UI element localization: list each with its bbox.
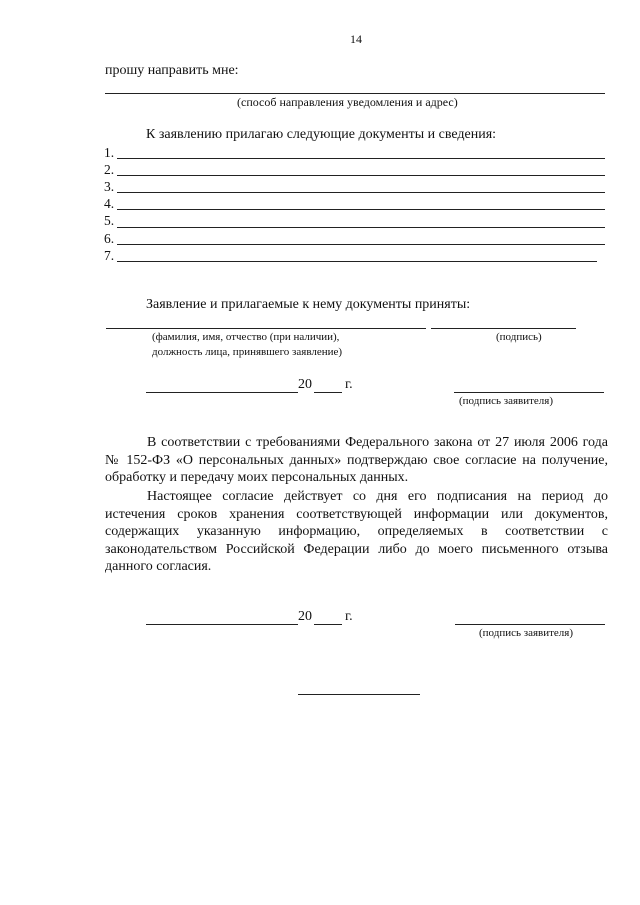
official-signature-caption: (подпись): [496, 331, 542, 343]
consent-paragraph-1: [105, 434, 608, 487]
acceptance-heading: Заявление и прилагаемые к нему документы приняты:: [146, 297, 471, 312]
page-number: 14: [350, 32, 362, 46]
attachment-line-7[interactable]: [117, 261, 597, 262]
date2-year-suffix: г.: [345, 609, 353, 624]
official-caption-line1: (фамилия, имя, отчество (при наличии),: [152, 331, 340, 343]
attachment-number-4: 4.: [104, 196, 115, 211]
official-caption-line2: должность лица, принявшего заявление): [152, 346, 343, 358]
attachment-number-2: 2.: [104, 162, 115, 177]
attachment-number-5: 5.: [104, 213, 115, 228]
date2-year-prefix: 20: [298, 609, 312, 624]
date1-day-month-line[interactable]: [146, 392, 298, 393]
consent-paragraph-2: [105, 488, 608, 576]
attachment-line-3[interactable]: [117, 192, 605, 193]
date2-applicant-signature-line[interactable]: [455, 624, 605, 625]
date1-year-prefix: 20: [298, 377, 312, 392]
attachment-number-1: 1.: [104, 145, 115, 160]
date2-year-line[interactable]: [314, 624, 342, 625]
date1-applicant-signature-line[interactable]: [454, 392, 604, 393]
attachment-number-6: 6.: [104, 231, 115, 246]
attachment-line-2[interactable]: [117, 175, 605, 176]
date1-signature-caption: (подпись заявителя): [459, 395, 554, 407]
attachment-line-6[interactable]: [117, 244, 605, 245]
attachment-number-7: 7.: [104, 248, 115, 263]
consent-paragraph-2-text: Настоящее согласие действует со дня его подписания на период до истечения сроков хранения соответствующей информации или документов, содержащих указанную информацию, определяемых в соответствии с законодательством Российской Федерации либо до моего письменного отзыва данного согласия.: [105, 489, 608, 574]
request-input-line[interactable]: [105, 93, 605, 94]
attachment-line-4[interactable]: [117, 209, 605, 210]
closing-separator: [298, 694, 420, 695]
request-caption: (способ направления уведомления и адрес): [237, 95, 458, 109]
date2-signature-caption: (подпись заявителя): [479, 627, 574, 639]
request-label: прошу направить мне:: [105, 63, 239, 78]
official-signature-line[interactable]: [431, 328, 576, 329]
attachments-heading: К заявлению прилагаю следующие документы и сведения:: [146, 127, 497, 142]
date1-year-suffix: г.: [345, 377, 353, 392]
date2-day-month-line[interactable]: [146, 624, 298, 625]
official-name-line[interactable]: [106, 328, 426, 329]
attachment-line-5[interactable]: [117, 227, 605, 228]
consent-paragraph-1-text: В соответствии с требованиями Федерального закона от 27 июля 2006 года № 152-ФЗ «О персональных данных» подтверждаю свое согласие на получение, обработку и передачу моих персональных данных.: [105, 435, 608, 485]
attachment-number-3: 3.: [104, 179, 115, 194]
date1-year-line[interactable]: [314, 392, 342, 393]
attachment-line-1[interactable]: [117, 158, 605, 159]
